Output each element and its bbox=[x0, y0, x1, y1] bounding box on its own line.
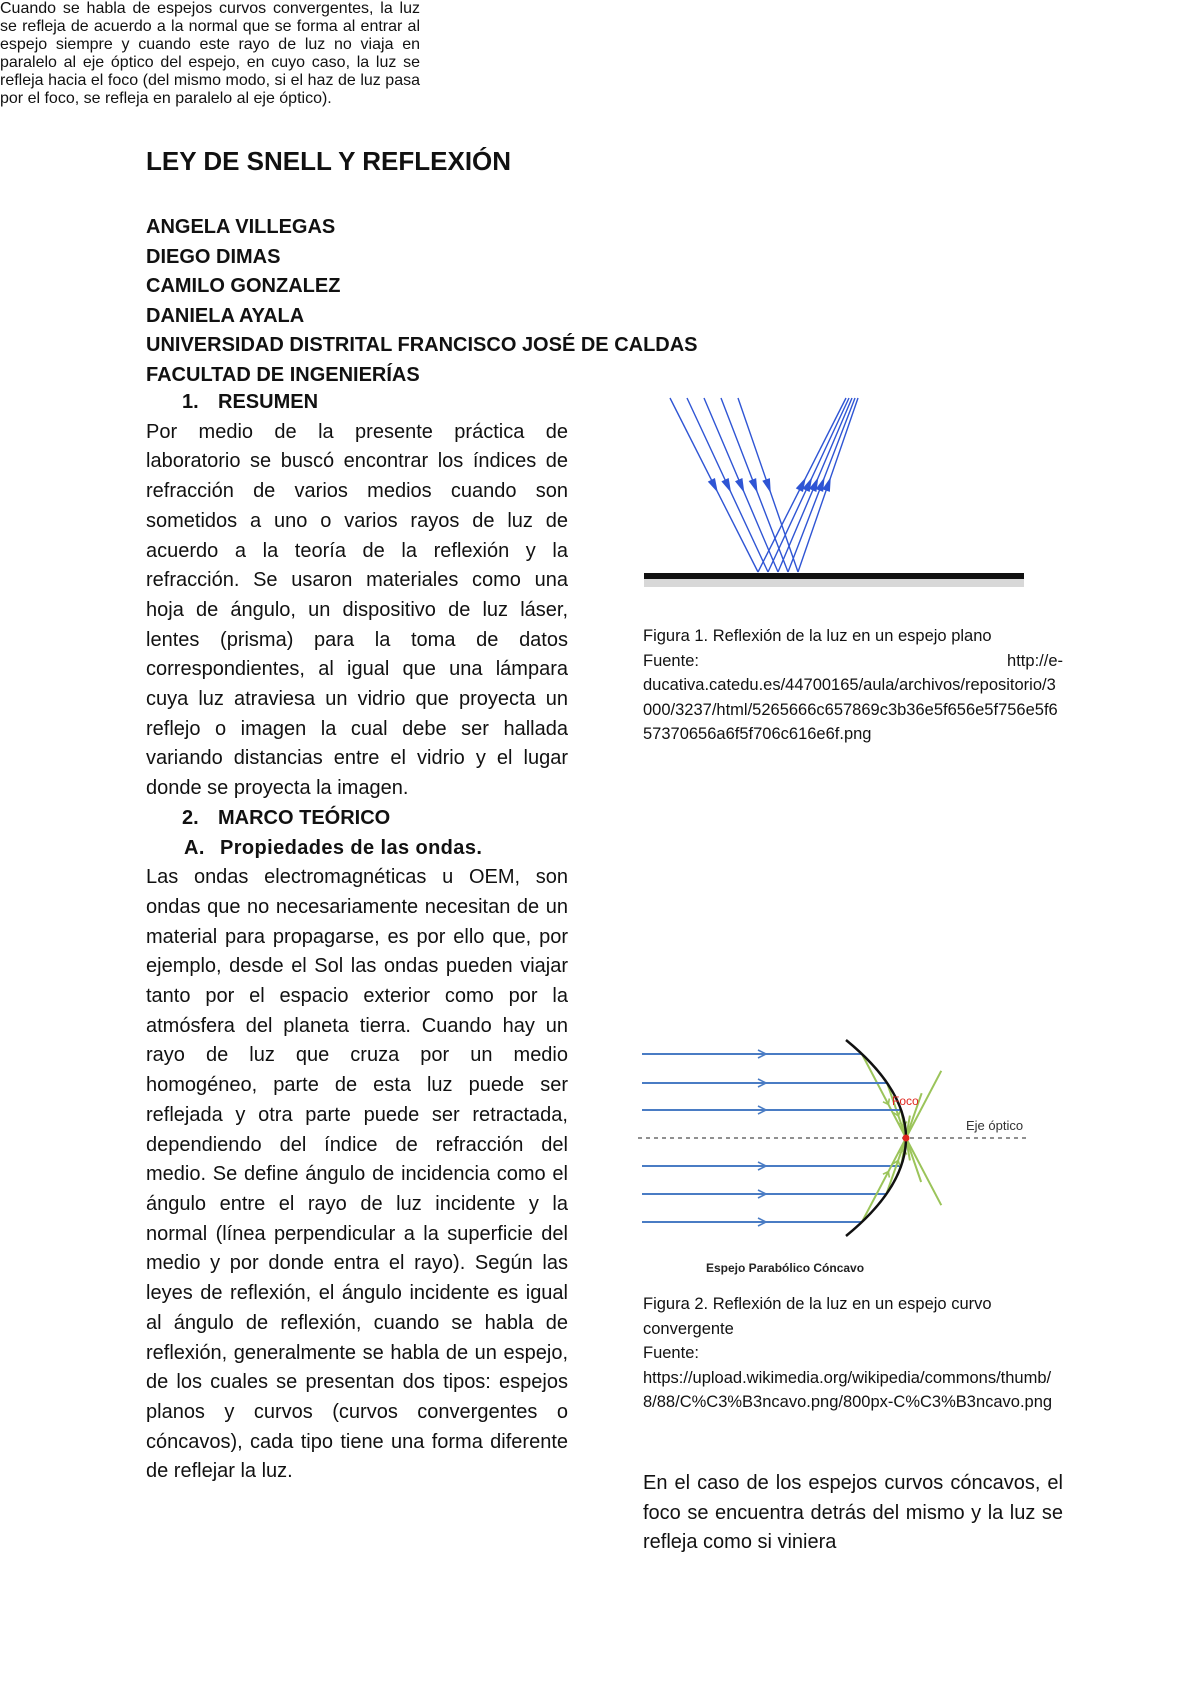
ray-arrow bbox=[797, 480, 805, 491]
author-block bbox=[146, 213, 698, 390]
paper-title: LEY DE SNELL Y REFLEXIÓN bbox=[146, 146, 512, 176]
affiliation-faculty: FACULTAD DE INGENIERÍAS bbox=[146, 363, 420, 386]
left-column bbox=[146, 388, 568, 1487]
source-link[interactable]: http://e- bbox=[1007, 651, 1063, 670]
author-name: ANGELA VILLEGAS bbox=[146, 216, 336, 238]
ray-arrow bbox=[823, 479, 830, 491]
ray-arrow bbox=[736, 479, 743, 490]
focused-ray bbox=[862, 1054, 941, 1205]
mirror-shadow bbox=[644, 579, 1024, 587]
source-label: Fuente: bbox=[643, 651, 699, 670]
figure-flat-mirror bbox=[640, 386, 1050, 596]
author-name: CAMILO GONZALEZ bbox=[146, 275, 341, 297]
figure2-caption: Figura 2. Reflexión de la luz en un espejo curvo convergente Fuente: https://upload.wikimedia.org/wikipedia/commons/thumb/8/88/C%C3%B3ncavo.png/800px-C%C3%B3ncavo.png bbox=[643, 1292, 1063, 1415]
source-label: Fuente: bbox=[643, 1344, 699, 1362]
ray-arrow bbox=[763, 479, 770, 491]
ray-arrow bbox=[709, 479, 717, 490]
focus-point bbox=[903, 1135, 910, 1142]
subsection-heading-ondas: A. Propiedades de las ondas. bbox=[184, 836, 483, 859]
theory-paragraph: Las ondas electromagnéticas u OEM, son ondas que no necesariamente necesitan de un material para propagarse, es por ello que, por ejemplo, desde el Sol las ondas pueden viajar tanto por el espacio exterior como por la atmósfera del planeta tierra. Cuando hay un rayo de luz que cruza por un medio homogéneo, parte de esta luz puede ser reflejada y otra parte puede ser retractada, dependiendo del índice de refracción del medio. Se define ángulo de incidencia como el ángulo entre el rayo de luz incidente y la normal (línea perpendicular a la superficie del medio y por donde entra el rayo). Según las leyes de reflexión, el ángulo incidente es igual al ángulo de reflexión, cuando se habla de reflexión, generalmente se habla de un espejo, de los cuales se presentan dos tipos: espejos planos y curvos (curvos convergentes o cóncavos), cada tipo tiene una forma diferente de reflejar la luz. bbox=[146, 866, 568, 1483]
affiliation-university: UNIVERSIDAD DISTRITAL FRANCISCO JOSÉ DE CALDAS bbox=[146, 334, 698, 356]
ray-arrow bbox=[750, 479, 757, 491]
section-heading-resumen: 1. RESUMEN bbox=[182, 391, 319, 413]
figure2-title: Espejo Parabólico Cóncavo bbox=[706, 1261, 865, 1275]
mirror-surface bbox=[644, 573, 1024, 579]
right-column-paragraph: Cuando se habla de espejos curvos convergentes, la luz se refleja de acuerdo a la normal que se forma al entrar al espejo siempre y cuando este rayo de luz no viaja en paralelo al eje óptico del espejo, en cuyo caso, la luz se refleja hacia el foco (del mismo modo, si el haz de luz pasa por el foco, se refleja en paralelo al eje óptico). bbox=[0, 0, 420, 107]
author-name: DIEGO DIMAS bbox=[146, 245, 281, 268]
focus-label: Foco bbox=[892, 1094, 919, 1108]
figure-concave-mirror bbox=[636, 1034, 1036, 1284]
axis-label: Eje óptico bbox=[966, 1118, 1024, 1133]
source-link[interactable]: https://upload.wikimedia.org/wikipedia/commons/thumb/8/88/C%C3%B3ncavo.png/800px-C%C3%B3ncavo.png bbox=[643, 1368, 1053, 1411]
ray-arrow bbox=[723, 479, 731, 490]
author-name: DANIELA AYALA bbox=[146, 304, 305, 327]
figure1-caption: Figura 1. Reflexión de la luz en un espejo plano Fuente: http://e- ducativa.catedu.es/44700165/aula/archivos/repositorio/3000/3237/html/5265666c657869c3b36e5f656e5f756e5f657370656a6f5f706c616e6f.png bbox=[643, 624, 1063, 747]
section-heading-marco: 2. MARCO TEÓRICO bbox=[182, 806, 391, 829]
concave-paragraph: En el caso de los espejos curvos cóncavos, el foco se encuentra detrás del mismo y la luz se refleja como si viniera bbox=[643, 1472, 1063, 1554]
abstract-paragraph: Por medio de la presente práctica de laboratorio se buscó encontrar los índices de refracción de varios medios cuando son sometidos a uno o varios rayos de luz de acuerdo a la teoría de la reflexión y la refracción. Se usaron materiales como una hoja de ángulo, un dispositivo de luz láser, lentes (prisma) para la toma de datos correspondientes, al igual que una lámpara cuya luz atraviesa un vidrio que proyecta un reflejo o imagen la cual debe ser hallada variando distancias entre el vidrio y el lugar donde se proyecta la imagen. bbox=[146, 420, 568, 800]
source-link[interactable]: ducativa.catedu.es/44700165/aula/archivos/repositorio/3000/3237/html/5265666c657869c3b36e5f656e5f756e5f657370656a6f5f706c616e6f.png bbox=[643, 676, 1058, 743]
